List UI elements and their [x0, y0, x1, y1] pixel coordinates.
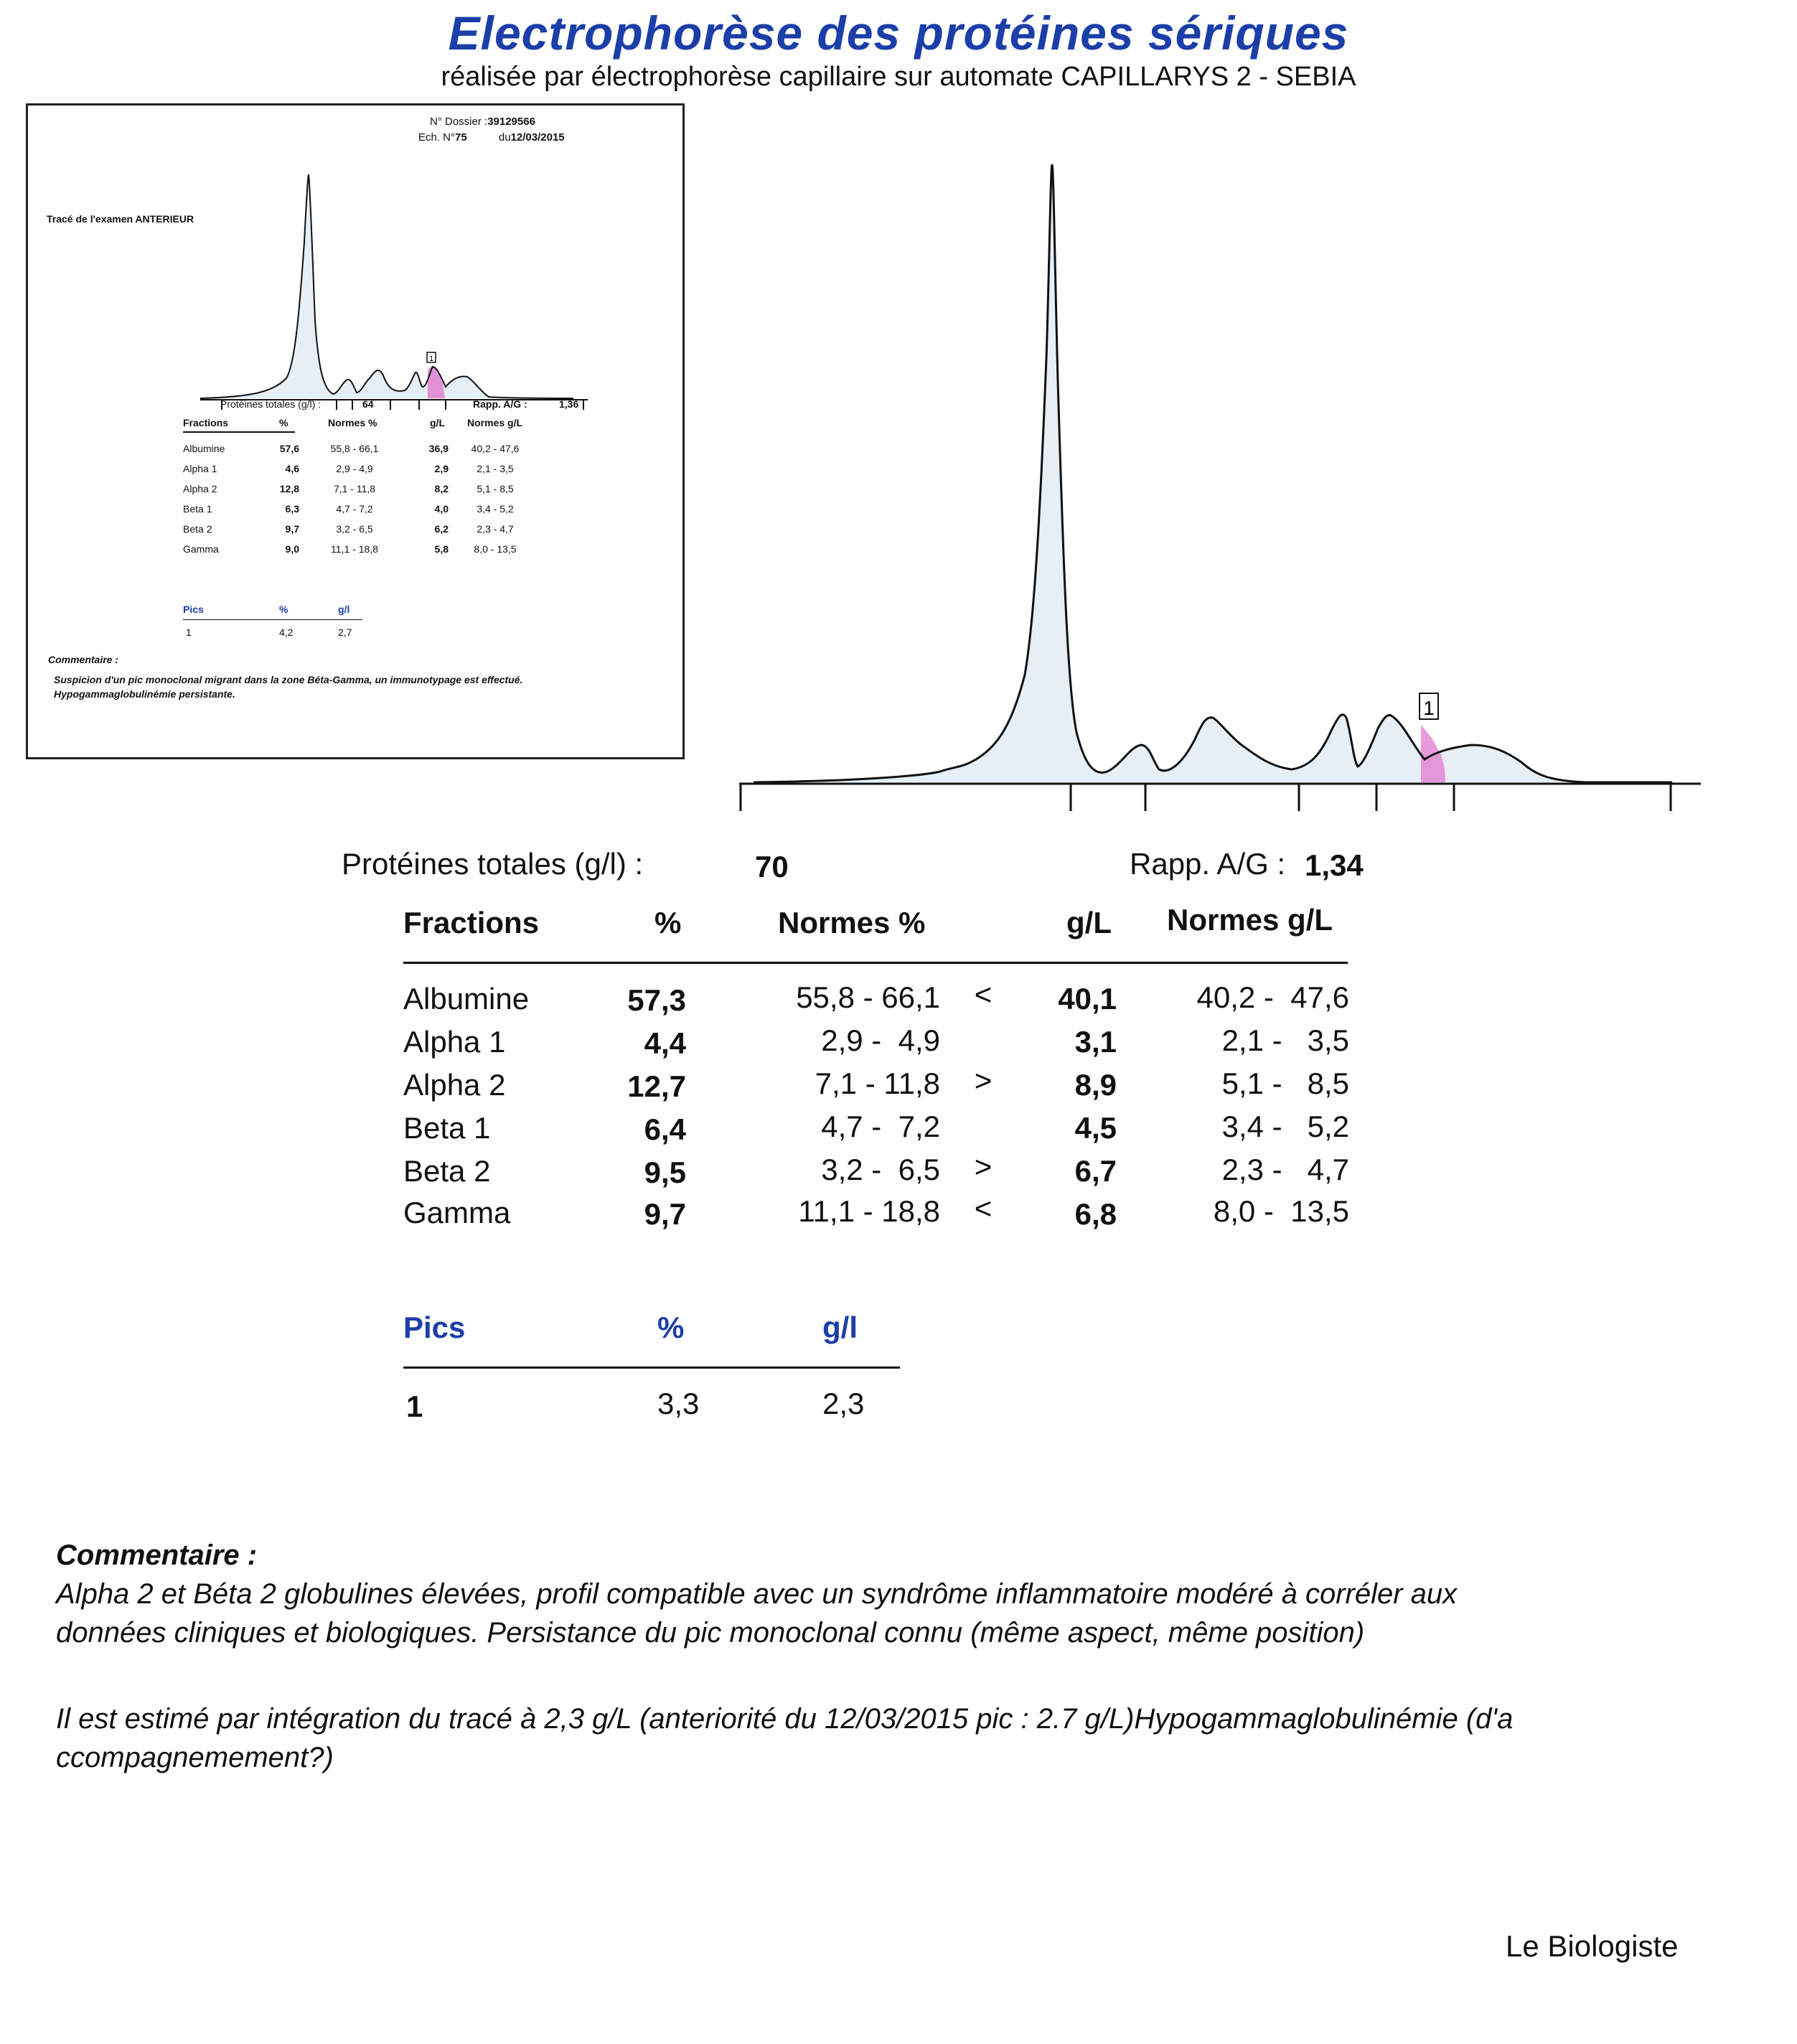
previous-row-gl: 2,9 [434, 463, 449, 474]
previous-row-norm-gl: 40,2 - 47,6 [471, 443, 520, 454]
previous-row-norm-gl: 3,4 - 5,2 [477, 503, 514, 515]
previous-row-name: Alpha 1 [183, 463, 217, 474]
fraction-norm-pct: 2,9 - 4,9 [821, 1023, 940, 1057]
fraction-pct: 4,4 [644, 1026, 686, 1060]
header-norm-gl: Normes g/L [1167, 903, 1333, 937]
previous-pics-header-pct: % [279, 604, 288, 615]
pics-gl: 2,3 [822, 1387, 865, 1420]
header-norm-pct: Normes % [778, 906, 926, 939]
fraction-gl: 6,7 [1074, 1154, 1117, 1188]
previous-header-pct: % [279, 417, 288, 428]
comment-line3: Il est estimé par intégration du tracé à 2,3 g/L (anteriorité du 12/03/2015 pic : 2.7 g/L)Hypogammaglobulinémie (d'a [56, 1703, 1514, 1735]
previous-ratio-label: Rapp. A/G : [473, 398, 527, 410]
previous-row-norm-gl: 2,1 - 3,5 [477, 463, 514, 474]
fraction-norm-pct: 3,2 - 6,5 [821, 1153, 940, 1186]
fraction-pct: 57,3 [627, 983, 686, 1017]
previous-comment-line1: Suspicion d'un pic monoclonal migrant dans la zone Béta-Gamma, un immunotypage est effectué. [54, 674, 523, 685]
table-rule [403, 962, 1348, 964]
previous-header-fractions: Fractions [183, 417, 229, 428]
previous-row-name: Alpha 2 [183, 483, 217, 494]
header-gl: g/L [1066, 906, 1112, 939]
dossier-info [430, 116, 535, 128]
date-label: du [498, 131, 511, 144]
fraction-name: Albumine [403, 982, 530, 1016]
previous-row-gl: 6,2 [434, 523, 449, 535]
previous-row-gl: 36,9 [428, 443, 449, 454]
totals-value: 70 [755, 850, 789, 883]
pics-number: 1 [406, 1389, 423, 1423]
dossier-label: N° Dossier : [430, 116, 488, 128]
ech-value: 75 [455, 131, 467, 144]
previous-row-pct: 9,7 [285, 523, 299, 535]
previous-row-norm-gl: 5,1 - 8,5 [477, 483, 514, 494]
previous-totals-value: 64 [362, 398, 374, 410]
fraction-norm-gl: 2,1 - 3,5 [1221, 1023, 1349, 1057]
report-title: Electrophorèse des protéines sériques [448, 6, 1349, 60]
fraction-norm-pct: 7,1 - 11,8 [815, 1066, 940, 1100]
fraction-name: Beta 2 [403, 1154, 491, 1188]
fraction-norm-gl: 8,0 - 13,5 [1213, 1194, 1349, 1228]
previous-peak-marker: 1 [428, 355, 434, 363]
header-pct: % [654, 906, 682, 939]
comment-label: Commentaire : [56, 1539, 258, 1571]
previous-row-pct: 4,6 [285, 463, 299, 474]
previous-trace-fill [200, 174, 573, 398]
fraction-norm-gl: 3,4 - 5,2 [1221, 1110, 1349, 1143]
fraction-flag: < [974, 1191, 993, 1225]
previous-pics-gl: 2,7 [338, 627, 352, 638]
previous-table-rule [183, 431, 295, 433]
ech-label: Ech. N° [418, 131, 456, 144]
comment-line1: Alpha 2 et Béta 2 globulines élevées, profil compatible avec un syndrôme inflammatoire modéré à corréler aux [56, 1578, 1458, 1610]
previous-comment-line2: Hypogammaglobulinémie persistante. [54, 688, 235, 700]
previous-comment-label: Commentaire : [48, 654, 119, 665]
pics-header: Pics [403, 1311, 466, 1344]
previous-row-name: Albumine [183, 443, 225, 454]
ratio-value: 1,34 [1305, 848, 1364, 882]
fraction-name: Alpha 2 [403, 1068, 506, 1102]
fraction-pct: 6,4 [644, 1112, 686, 1146]
fraction-gl: 6,8 [1074, 1197, 1117, 1231]
report-subtitle: réalisée par électrophorèse capillaire sur automate CAPILLARYS 2 - SEBIA [441, 62, 1356, 92]
dossier-value: 39129566 [487, 116, 535, 128]
trace-fill [754, 165, 1672, 782]
trace-line [754, 165, 1672, 782]
previous-row-name: Gamma [183, 543, 219, 555]
previous-row-gl: 8,2 [434, 483, 449, 494]
previous-pics-rule [183, 619, 362, 620]
previous-pics-header-gl: g/l [338, 604, 350, 615]
ratio-label: Rapp. A/G : [1130, 847, 1286, 881]
fraction-pct: 12,7 [627, 1069, 686, 1103]
previous-row-gl: 5,8 [434, 543, 449, 555]
pics-header-pct: % [657, 1311, 685, 1344]
previous-row-pct: 12,8 [279, 483, 299, 494]
previous-exam-panel [26, 103, 685, 759]
fraction-gl: 40,1 [1058, 982, 1117, 1016]
fraction-name: Alpha 1 [403, 1025, 506, 1059]
fraction-gl: 4,5 [1074, 1111, 1117, 1145]
previous-pics-pct: 4,2 [279, 627, 294, 638]
previous-row-norm-pct: 11,1 - 18,8 [331, 543, 378, 555]
previous-trace-label: Tracé de l'examen ANTERIEUR [47, 213, 194, 225]
previous-header-norm-pct: Normes % [328, 417, 377, 428]
fraction-norm-gl: 40,2 - 47,6 [1196, 980, 1349, 1014]
fraction-flag: > [974, 1150, 993, 1183]
pics-rule [403, 1366, 900, 1369]
previous-pics-header: Pics [183, 604, 204, 615]
fraction-pct: 9,7 [644, 1197, 686, 1231]
previous-row-norm-pct: 55,8 - 66,1 [330, 443, 379, 454]
pics-header-gl: g/l [822, 1311, 858, 1344]
previous-row-pct: 9,0 [285, 543, 299, 555]
date-value: 12/03/2015 [510, 131, 565, 144]
previous-trace-line [200, 174, 573, 398]
header-fractions: Fractions [403, 906, 540, 939]
comment-line4: ccompagnemement?) [56, 1742, 334, 1773]
previous-row-norm-gl: 8,0 - 13,5 [474, 543, 517, 555]
signature: Le Biologiste [1506, 1929, 1679, 1963]
fraction-flag: < [974, 978, 993, 1011]
previous-row-pct: 6,3 [285, 503, 299, 515]
totals-label: Protéines totales (g/l) : [342, 847, 644, 881]
previous-ratio-value: 1,36 [559, 398, 579, 410]
previous-row-norm-pct: 2,9 - 4,9 [336, 463, 373, 474]
fraction-gl: 8,9 [1074, 1068, 1117, 1102]
electrophoresis-trace [725, 144, 1715, 818]
pics-pct: 3,3 [657, 1387, 700, 1420]
peak-marker: 1 [1423, 697, 1435, 719]
fraction-norm-pct: 11,1 - 18,8 [798, 1194, 940, 1228]
previous-row-pct: 57,6 [279, 443, 299, 454]
fraction-pct: 9,5 [644, 1155, 686, 1189]
fraction-name: Beta 1 [403, 1111, 491, 1145]
previous-row-name: Beta 2 [183, 523, 212, 535]
previous-totals-label: Protéines totales (g/l) : [220, 398, 322, 410]
comment-line2: données cliniques et biologiques. Persistance du pic monoclonal connu (même aspect, même position) [56, 1617, 1365, 1649]
previous-row-name: Beta 1 [183, 503, 212, 515]
previous-row-gl: 4,0 [434, 503, 449, 515]
previous-row-norm-pct: 7,1 - 11,8 [333, 483, 376, 494]
previous-row-norm-gl: 2,3 - 4,7 [477, 523, 514, 535]
fraction-norm-pct: 4,7 - 7,2 [821, 1110, 940, 1143]
previous-header-gl: g/L [430, 417, 445, 428]
fraction-norm-gl: 5,1 - 8,5 [1221, 1066, 1349, 1100]
fraction-name: Gamma [403, 1196, 511, 1229]
previous-row-norm-pct: 3,2 - 6,5 [336, 523, 373, 535]
fraction-norm-pct: 55,8 - 66,1 [796, 980, 940, 1014]
fraction-flag: > [974, 1064, 993, 1097]
previous-pics-number: 1 [186, 627, 192, 638]
previous-row-norm-pct: 4,7 - 7,2 [336, 503, 373, 515]
fraction-norm-gl: 2,3 - 4,7 [1221, 1153, 1349, 1186]
fraction-gl: 3,1 [1074, 1025, 1117, 1059]
previous-header-norm-gl: Normes g/L [467, 417, 523, 428]
